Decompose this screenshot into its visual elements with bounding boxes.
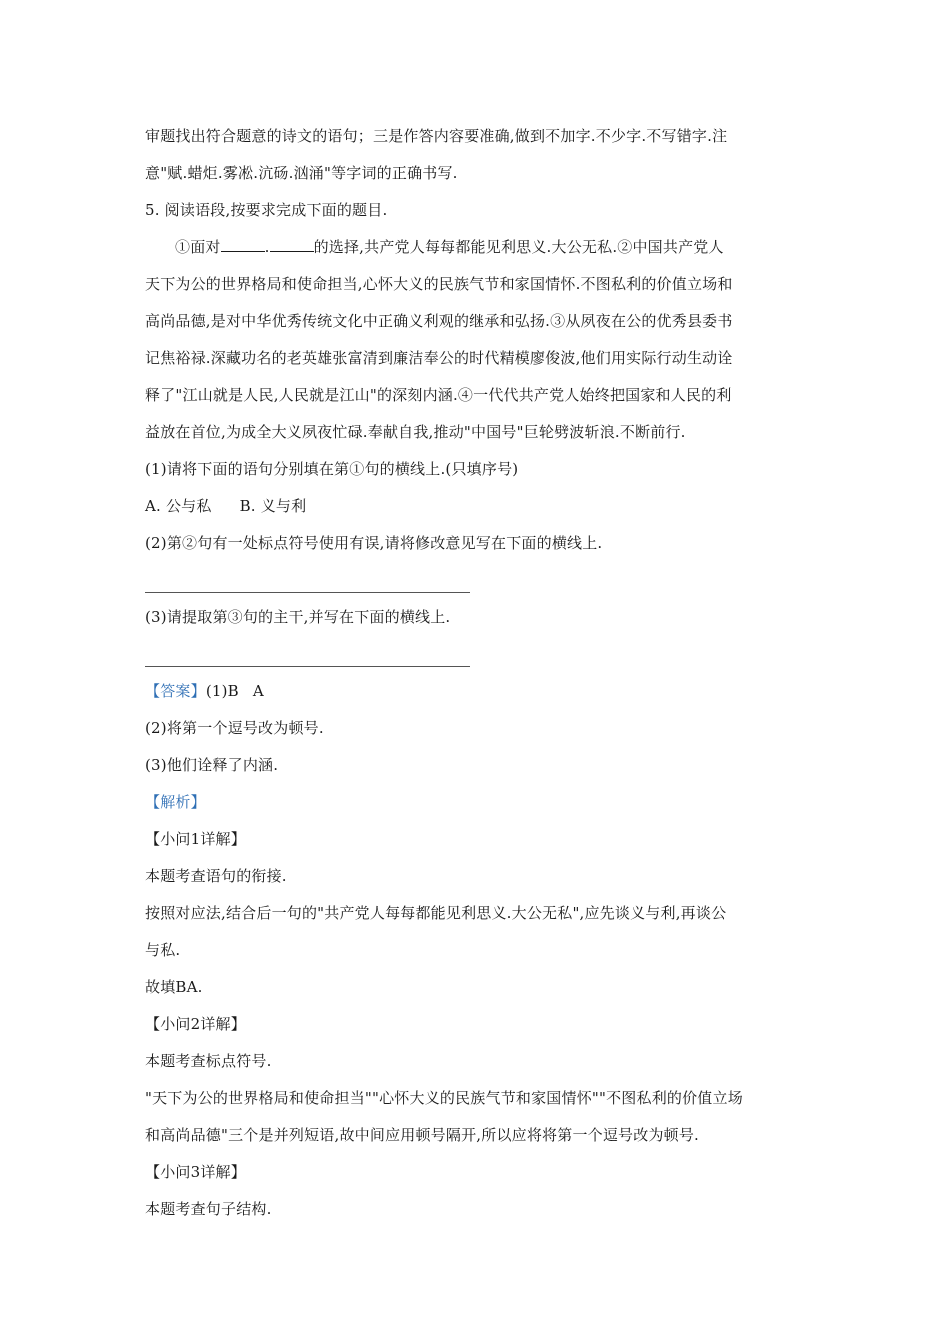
analysis-q2-line-2: "天下为公的世界格局和使命担当""心怀大义的民族气节和家国情怀""不图私利的价值立场 <box>145 1089 743 1107</box>
fill-blank-1[interactable] <box>221 237 265 252</box>
fill-blank-2[interactable] <box>270 237 314 252</box>
sub-question-2: (2)第②句有一处标点符号使用有误,请将修改意见写在下面的横线上. <box>145 534 603 552</box>
passage-p1-end: 的选择,共产党人每每都能见利思义.大公无私.②中国共产党人 <box>313 238 724 256</box>
answer-line-3[interactable] <box>145 636 805 673</box>
intro-line-1: 审题找出符合题意的诗文的语句；三是作答内容要准确,做到不加字.不少字.不写错字.注 <box>145 127 728 145</box>
analysis-q1-line-4: 故填BA. <box>145 978 203 996</box>
answer-line-2[interactable] <box>145 562 805 599</box>
answer-line-1 <box>145 673 805 710</box>
passage-p1-sep: . <box>264 238 270 256</box>
answer-2: (2)将第一个逗号改为顿号. <box>145 719 324 737</box>
analysis-q2-line-3: 和高尚品德"三个是并列短语,故中间应用顿号隔开,所以应将将第一个逗号改为顿号. <box>145 1126 700 1144</box>
document-content <box>145 118 805 1228</box>
sub-question-3: (3)请提取第③句的主干,并写在下面的横线上. <box>145 608 451 626</box>
passage-line-6: 益放在首位,为成全大义夙夜忙碌.奉献自我,推动"中国号"巨轮劈波斩浪.不断前行. <box>145 423 686 441</box>
intro-line-2: 意"赋.蜡炬.雾凇.沆砀.汹涌"等字词的正确书写. <box>145 164 458 182</box>
passage-line-5: 释了"江山就是人民,人民就是江山"的深刻内涵.④一代代共产党人始终把国家和人民的利 <box>145 386 732 404</box>
option-a: A. 公与私 <box>145 497 212 515</box>
analysis-q1-title: 【小问1详解】 <box>145 830 246 848</box>
passage-line-1 <box>145 229 805 266</box>
analysis-tag: 【解析】 <box>145 793 206 811</box>
sub-question-1: (1)请将下面的语句分别填在第①句的横线上.(只填序号) <box>145 460 519 478</box>
passage-line-3: 高尚品德,是对中华优秀传统文化中正确义利观的继承和弘扬.③从夙夜在公的优秀县委书 <box>145 312 733 330</box>
analysis-q1-line-3: 与私. <box>145 941 181 959</box>
analysis-q3-title: 【小问3详解】 <box>145 1163 246 1181</box>
analysis-q2-title: 【小问2详解】 <box>145 1015 246 1033</box>
analysis-q1-line-1: 本题考查语句的衔接. <box>145 867 287 885</box>
options-line <box>145 488 805 525</box>
answer-tag: 【答案】 <box>145 682 206 700</box>
passage-line-4: 记焦裕禄.深藏功名的老英雄张富清到廉洁奉公的时代精模廖俊波,他们用实际行动生动诠 <box>145 349 733 367</box>
option-b: B. 义与利 <box>239 497 307 515</box>
answer-3: (3)他们诠释了内涵. <box>145 756 279 774</box>
question-title: 5. 阅读语段,按要求完成下面的题目. <box>145 201 388 219</box>
analysis-q2-line-1: 本题考查标点符号. <box>145 1052 272 1070</box>
answer-1-b: A <box>252 682 264 700</box>
passage-p1-start: ①面对 <box>175 238 221 256</box>
analysis-q1-line-2: 按照对应法,结合后一句的"共产党人每每都能见利思义.大公无私",应先谈义与利,再谈公 <box>145 904 727 922</box>
analysis-q3-line-1: 本题考查句子结构. <box>145 1200 272 1218</box>
passage-line-2: 天下为公的世界格局和使命担当,心怀大义的民族气节和家国情怀.不图私利的价值立场和 <box>145 275 733 293</box>
answer-1-prefix: (1)B <box>205 682 239 700</box>
